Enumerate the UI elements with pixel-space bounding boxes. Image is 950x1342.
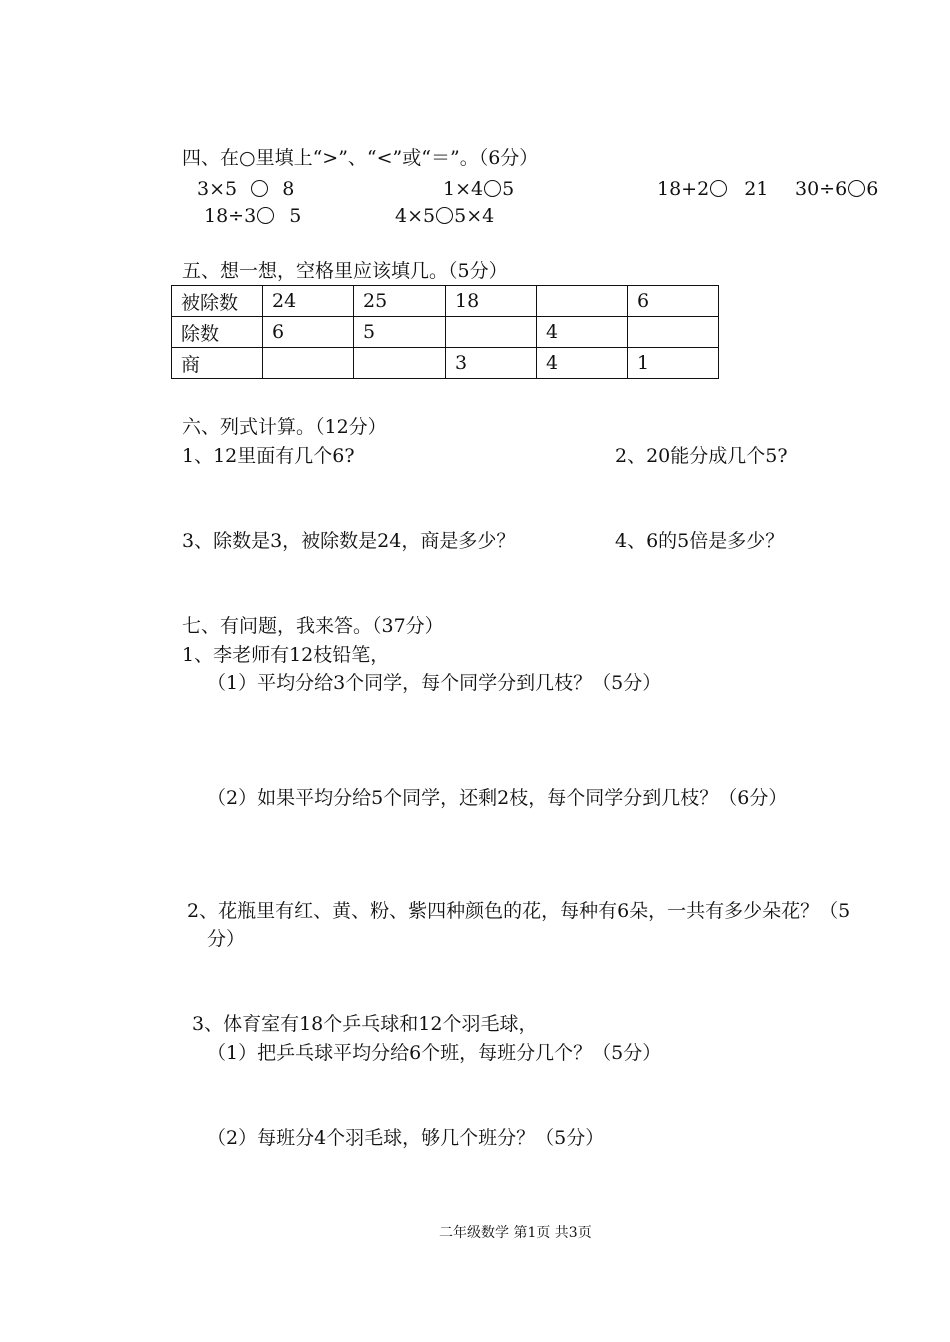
compare-left: 4×5 [395, 205, 436, 227]
table-cell[interactable]: 18 [446, 286, 537, 317]
compare-right: 8 [282, 178, 295, 200]
problem-7-1-sub1: （1）平均分给3个同学，每个同学分到几枝？（5分） [207, 672, 662, 694]
page-footer: 二年级数学 第1页 共3页 [439, 1225, 592, 1241]
section5-title: 五、想一想，空格里应该填几。（5分） [182, 260, 508, 282]
division-table [171, 285, 719, 379]
row-header: 被除数 [172, 286, 263, 317]
question-6-4: 4、6的5倍是多少？ [615, 530, 785, 552]
table-row [172, 348, 719, 379]
compare-right: 5 [502, 178, 515, 200]
compare-right: 6 [866, 178, 879, 200]
compare-right: 5×4 [454, 205, 495, 227]
compare-left: 1×4 [443, 178, 484, 200]
table-cell[interactable]: 5 [354, 317, 446, 348]
section4-title: 四、在○里填上“>”、“<”或“＝”。（6分） [182, 147, 539, 169]
compare-left: 18+2 [657, 178, 710, 200]
compare-item-5 [204, 204, 301, 228]
table-cell[interactable] [263, 348, 354, 379]
section6-title: 六、列式计算。（12分） [182, 416, 387, 438]
table-cell[interactable]: 3 [446, 348, 537, 379]
answer-circle-icon[interactable] [257, 207, 274, 224]
question-6-1: 1、12里面有几个6? [182, 445, 355, 467]
table-cell[interactable]: 6 [263, 317, 354, 348]
compare-right: 21 [744, 178, 769, 200]
section7-title: 七、有问题，我来答。（37分） [182, 615, 444, 637]
answer-circle-icon[interactable] [484, 180, 501, 197]
table-cell[interactable] [446, 317, 537, 348]
question-6-3: 3、除数是3，被除数是24，商是多少？ [182, 530, 516, 552]
problem-7-3-stem: 3、体育室有18个乒乓球和12个羽毛球， [192, 1013, 538, 1035]
problem-7-1-sub2: （2）如果平均分给5个同学，还剩2枝，每个同学分到几枝？（6分） [207, 787, 788, 809]
problem-7-1-stem: 1、李老师有12枝铅笔， [182, 644, 390, 666]
answer-circle-icon[interactable] [710, 180, 727, 197]
table-cell[interactable] [537, 286, 628, 317]
compare-item-1 [197, 177, 294, 201]
compare-item-4 [795, 177, 878, 201]
row-header: 商 [172, 348, 263, 379]
compare-left: 30÷6 [795, 178, 848, 200]
answer-circle-icon[interactable] [251, 180, 268, 197]
problem-7-2-line2: 分） [207, 928, 246, 950]
table-cell[interactable] [354, 348, 446, 379]
answer-circle-icon[interactable] [848, 180, 865, 197]
table-cell[interactable]: 25 [354, 286, 446, 317]
table-cell[interactable]: 4 [537, 348, 628, 379]
compare-item-3 [657, 177, 768, 201]
compare-item-6 [395, 204, 494, 228]
problem-7-3-sub1: （1）把乒乓球平均分给6个班，每班分几个？（5分） [207, 1042, 662, 1064]
table-cell[interactable]: 6 [628, 286, 719, 317]
table-cell[interactable]: 4 [537, 317, 628, 348]
table-row [172, 286, 719, 317]
compare-left: 3×5 [197, 178, 238, 200]
table-cell[interactable]: 24 [263, 286, 354, 317]
table-cell[interactable]: 1 [628, 348, 719, 379]
problem-7-2-line1: 2、花瓶里有红、黄、粉、紫四种颜色的花，每种有6朵，一共有多少朵花？（5 [187, 900, 851, 922]
compare-right: 5 [289, 205, 302, 227]
problem-7-3-sub2: （2）每班分4个羽毛球，够几个班分？（5分） [207, 1127, 605, 1149]
table-cell[interactable] [628, 317, 719, 348]
answer-circle-icon[interactable] [436, 207, 453, 224]
compare-left: 18÷3 [204, 205, 257, 227]
compare-item-2 [443, 177, 514, 201]
row-header: 除数 [172, 317, 263, 348]
question-6-2: 2、20能分成几个5? [615, 445, 788, 467]
table-row [172, 317, 719, 348]
